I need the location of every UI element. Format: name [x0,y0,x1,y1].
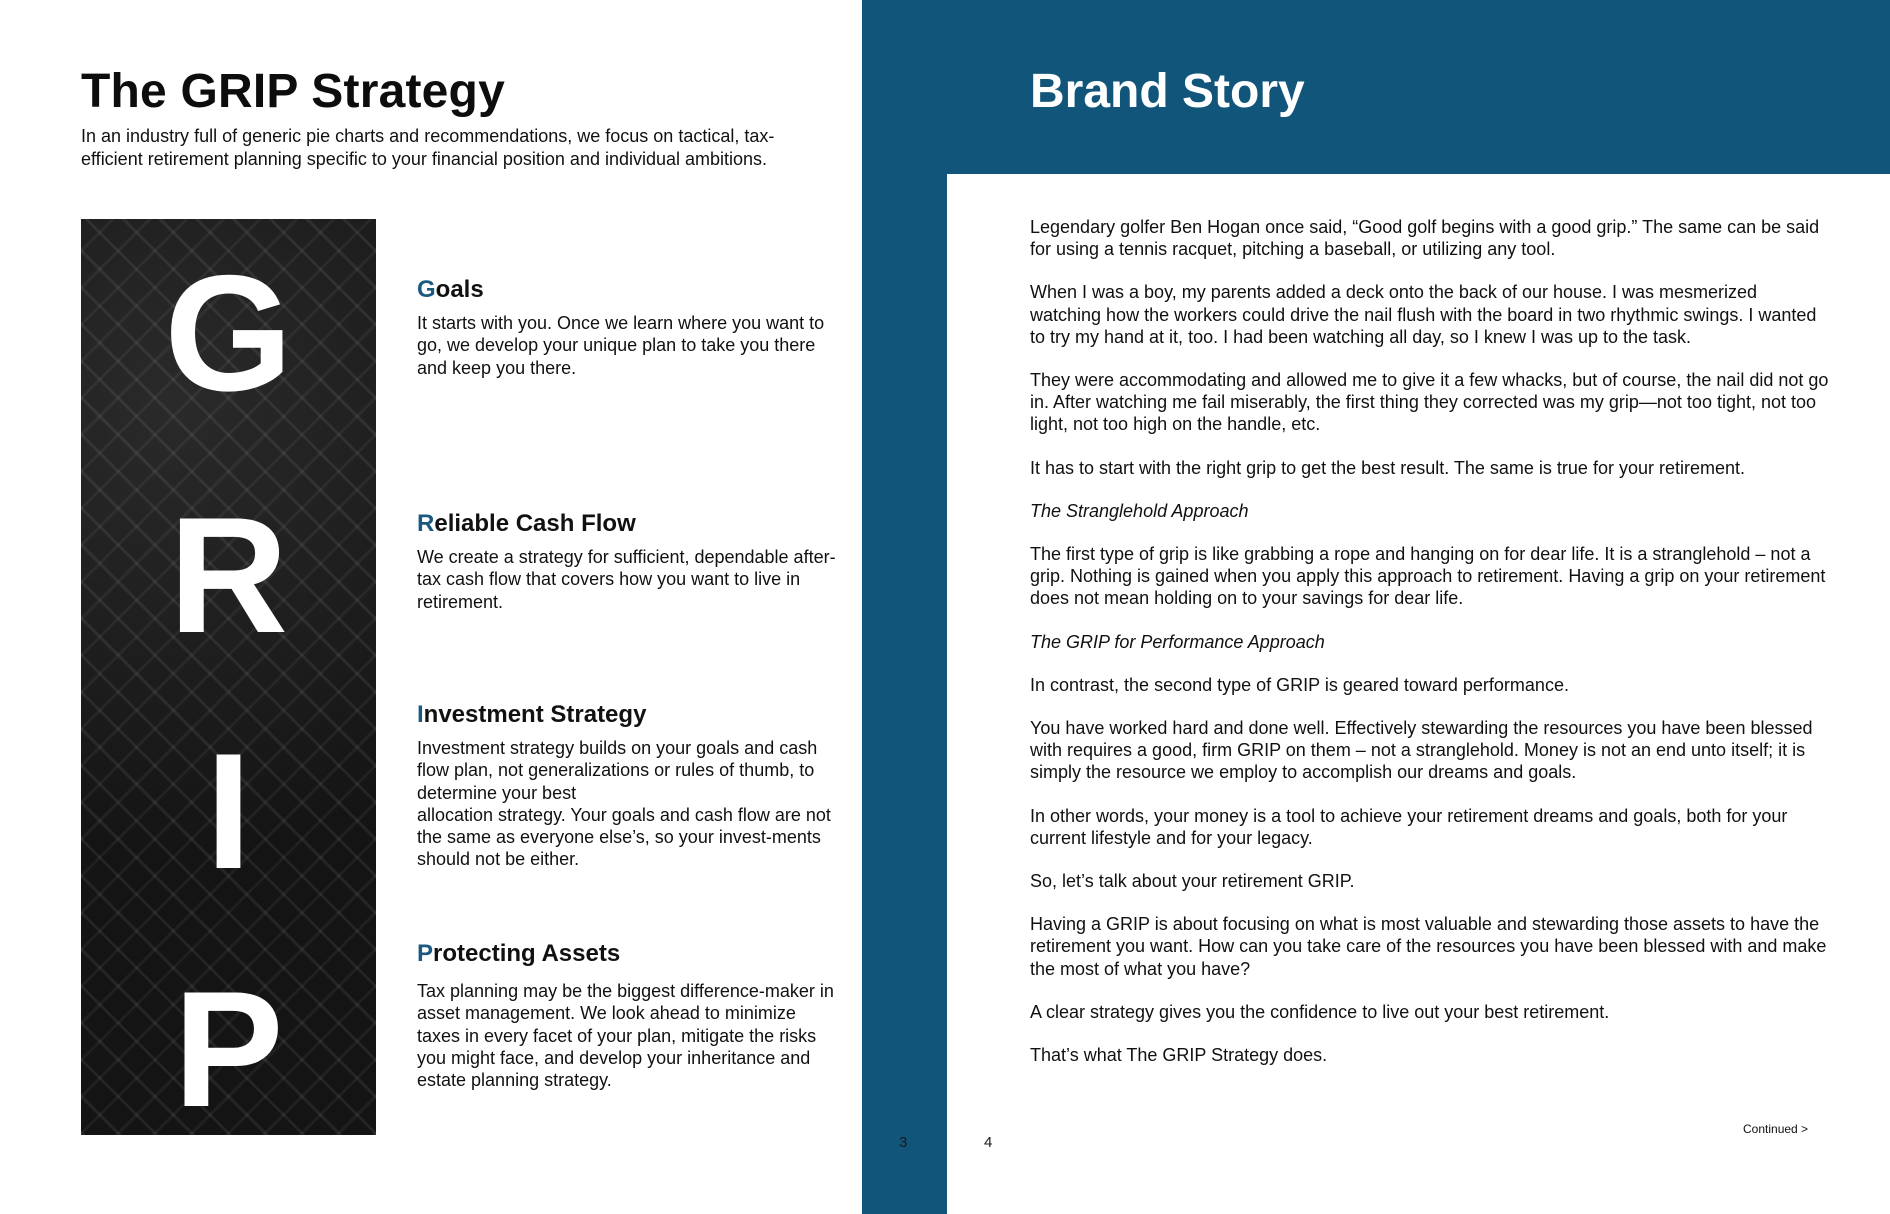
pillar-body: Investment strategy builds on your goals and cash flow plan, not generalizations or rules of thumb, to determine your best allocation strategy. Your goals and cash flow are not the same as everyone else’s, so your invest-ments should not be either. [417,738,831,870]
pillar-heading-rest: rotecting Assets [433,940,621,967]
pillar-investment-strategy [417,701,837,871]
pillar-heading-rest: oals [435,276,484,303]
pillar-initial: P [417,940,434,967]
banner-letter-g: G [164,241,293,425]
story-paragraph: A clear strategy gives you the confidence to live out your best retirement. [1030,1001,1610,1022]
story-paragraph: That’s what The GRIP Strategy does. [1030,1045,1328,1066]
story-subheading: The Stranglehold Approach [1030,500,1249,521]
intro-text: In an industry full of generic pie charts and recommendations, we focus on tactical, tax-efficient retirement planning specific to your financial position and individual ambitions. [81,126,775,169]
pillar-heading [417,701,837,729]
story-paragraph: Having a GRIP is about focusing on what is most valuable and stewarding those assets to have the retirement you want. How can you take care of the resources you have been blessed with and make the most of what you have? [1030,914,1827,979]
pillar-body: Tax planning may be the biggest difference-maker in asset management. We look ahead to minimize taxes in every facet of your plan, mitigate the risks you might face, and develop your inheritance and estate planning strategy. [417,981,834,1091]
banner-letter-p: P [173,957,284,1141]
story-paragraph: You have worked hard and done well. Effectively stewarding the resources you have been blessed with requires a good, firm GRIP on them – not a stranglehold. Money is not an end unto itself; it is simply the resource we employ to accomplish our dreams and goals. [1030,718,1813,783]
story-paragraph: So, let’s talk about your retirement GRIP. [1030,871,1355,892]
brand-story-title: Brand Story [1030,65,1305,118]
story-paragraph: They were accommodating and allowed me to give it a few whacks, but of course, the nail did not go in. After watching me fail miserably, the first thing they corrected was my grip—not too tight, not too light, not too high on the handle, etc. [1030,370,1829,435]
pillar-body: It starts with you. Once we learn where you want to go, we develop your unique plan to take you there and keep you there. [417,313,825,378]
pillar-protecting-assets [417,940,837,1091]
pillar-heading [417,940,837,968]
pillar-initial: G [417,276,436,303]
pillar-heading-rest: nvestment Strategy [423,701,647,728]
pillar-heading-rest: eliable Cash Flow [434,510,636,537]
right-header-band [947,0,1890,174]
continued-link[interactable]: Continued > [1743,1122,1809,1136]
story-paragraph: The first type of grip is like grabbing a rope and hanging on for dear life. It is a stranglehold – not a grip. Nothing is gained when you apply this approach to retirement. Having a grip on your retirement does not mean holding on to your savings for dear life. [1030,544,1826,609]
story-body [1030,216,1830,1087]
story-subheading: The GRIP for Performance Approach [1030,631,1325,652]
page-number-right: 4 [984,1134,993,1151]
banner-letter-i: I [205,719,252,903]
story-paragraph: In other words, your money is a tool to achieve your retirement dreams and goals, both for your current lifestyle and for your legacy. [1030,805,1788,848]
left-page [0,0,862,1214]
story-paragraph: When I was a boy, my parents added a deck onto the back of our house. I was mesmerized watching how the workers could drive the nail flush with the board in two rhythmic swings. I wanted to try my hand at it, too. I had been watching all day, so I knew I was up to the task. [1030,282,1817,347]
pillar-heading [417,510,837,538]
pillar-reliable-cash-flow [417,510,837,613]
story-paragraph: Legendary golfer Ben Hogan once said, “Good golf begins with a good grip.” The same can be said for using a tennis racquet, pitching a baseball, or utilizing any tool. [1030,217,1820,260]
right-page [947,0,1890,1214]
story-paragraph: It has to start with the right grip to get the best result. The same is true for your retirement. [1030,457,1745,478]
pillar-body: We create a strategy for sufficient, dependable after-tax cash flow that covers how you want to live in retirement. [417,547,836,612]
page-spine [862,0,947,1214]
banner-letter-r: R [168,483,289,667]
pillar-heading [417,276,837,304]
story-paragraph: In contrast, the second type of GRIP is geared toward performance. [1030,674,1569,695]
page-title: The GRIP Strategy [81,65,505,118]
pillar-initial: R [417,510,435,537]
pillar-goals [417,276,837,379]
grip-banner-image [81,219,376,1141]
page-number-left: 3 [899,1134,908,1151]
pillar-initial: I [417,701,424,728]
